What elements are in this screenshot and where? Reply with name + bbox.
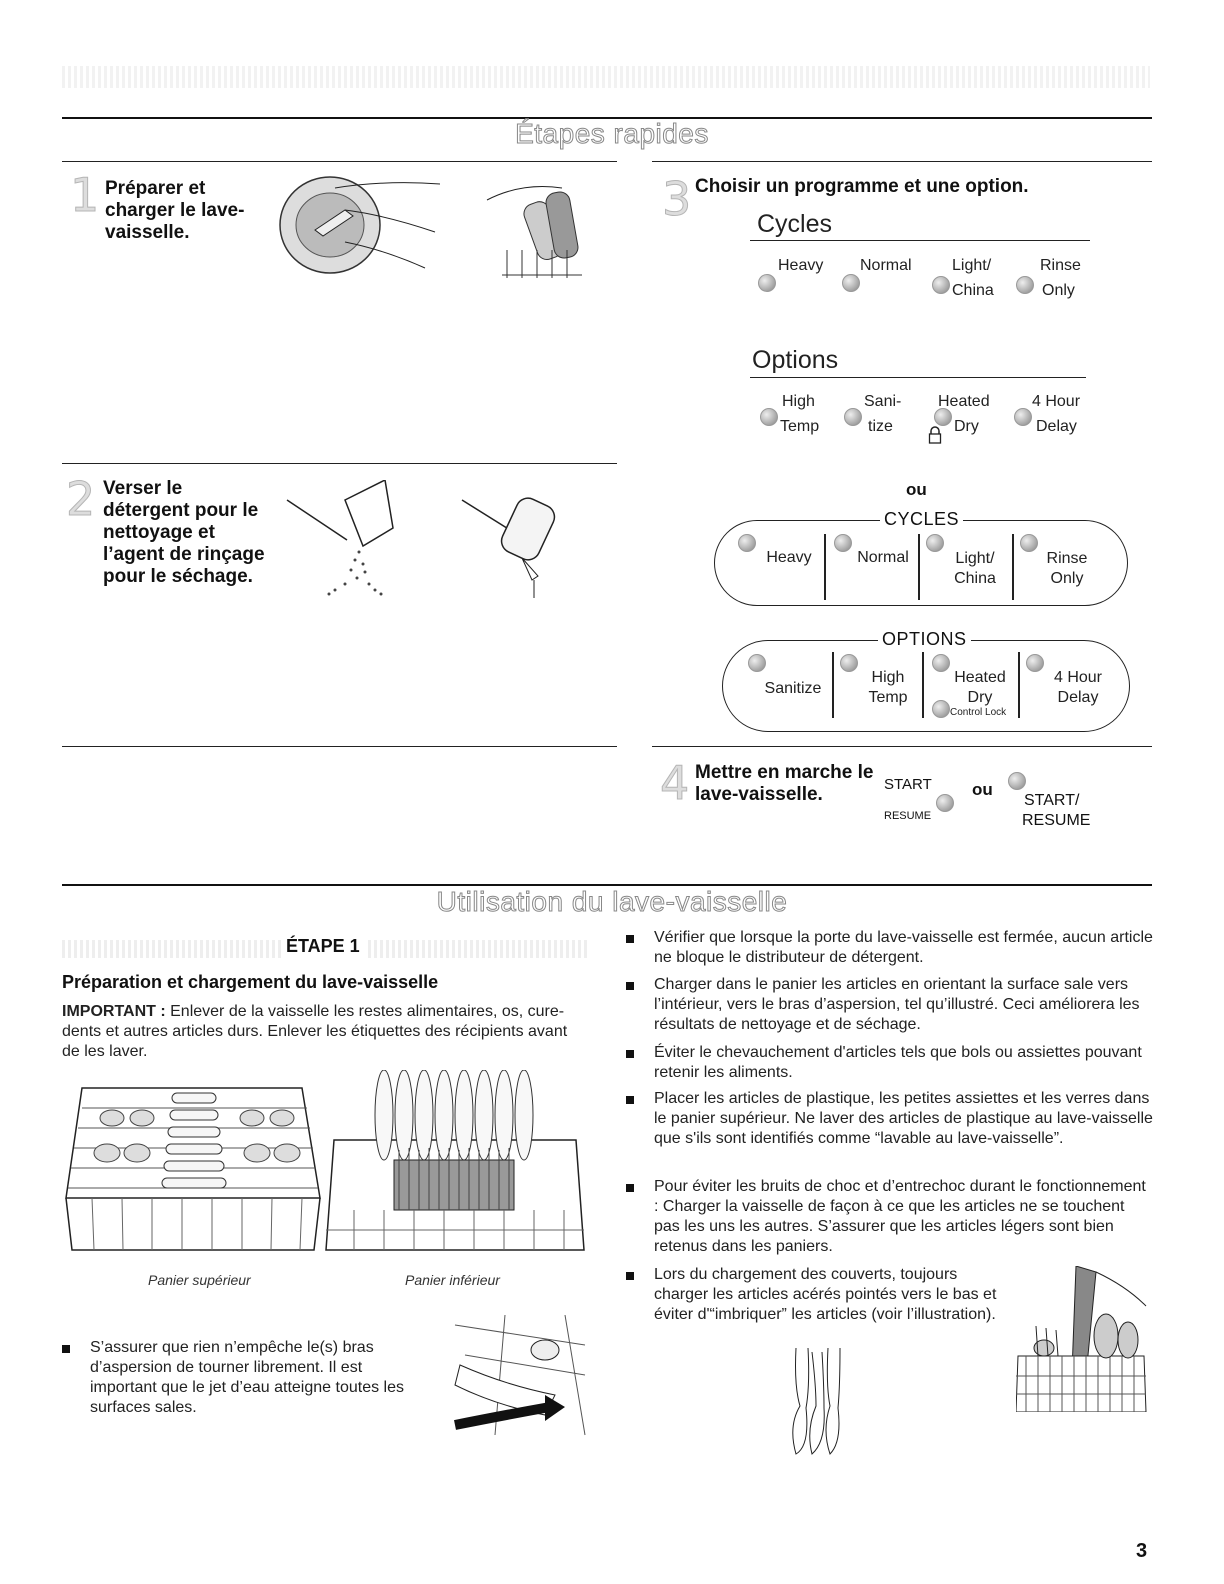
option-delay-label-2: Delay bbox=[1036, 418, 1077, 435]
left-bullet-text: S’assurer que rien n’empêche le(s) bras d’aspersion de tourner librement. Il est important que le jet d’eau atteigne toutes les surfaces sales. bbox=[90, 1339, 404, 1416]
option-sanitize-label-2: tize bbox=[868, 418, 893, 435]
panel-cycle-light-label-2: China bbox=[954, 570, 996, 587]
rinse-aid-pouring-illustration bbox=[460, 480, 560, 600]
step-2-rule bbox=[62, 463, 617, 464]
upper-rack-illustration bbox=[62, 1078, 324, 1254]
cycle-light-label-1: Light/ bbox=[952, 257, 992, 274]
step-4-number: 4 bbox=[660, 756, 690, 810]
panel-cycle-light-label-1: Light/ bbox=[955, 550, 995, 567]
step-3-number: 3 bbox=[662, 172, 692, 226]
right-bullet-marker-6 bbox=[626, 1272, 634, 1280]
step-4-rule bbox=[652, 746, 1152, 747]
step-1-number: 1 bbox=[70, 168, 100, 222]
section-subrule-left bbox=[62, 161, 617, 162]
dish-loading-illustration bbox=[482, 180, 592, 280]
important-label: IMPORTANT : bbox=[62, 1003, 166, 1020]
etape-band-left bbox=[62, 940, 282, 958]
panel-option-divider-1 bbox=[832, 652, 834, 718]
options-heading-rule bbox=[750, 377, 1086, 378]
cycle-light-label-2: China bbox=[952, 282, 994, 299]
section-subrule-right bbox=[652, 161, 1152, 162]
right-bullet-text-3: Éviter le chevauchement d'articles tels que bols ou assiettes pouvant retenir les aliments. bbox=[654, 1044, 1142, 1081]
or-label-1: ou bbox=[906, 480, 927, 499]
panel-option-delay-label-2: Delay bbox=[1057, 689, 1099, 706]
caption-upper-rack: Panier supérieur bbox=[148, 1272, 251, 1288]
plate-scraping-illustration bbox=[275, 170, 450, 280]
cycles-heading: Cycles bbox=[757, 210, 833, 238]
step-2-number: 2 bbox=[66, 472, 96, 526]
right-bullet-text-6: Lors du chargement des couverts, toujours charger les articles acérés pointés vers le bas et éviter d'“imbriquer” les articles (voir l’illustration). bbox=[654, 1266, 997, 1323]
spray-arm-illustration bbox=[445, 1315, 590, 1445]
start-resume-button-1[interactable] bbox=[936, 794, 954, 812]
page-number: 3 bbox=[1136, 1540, 1148, 1562]
section-title-quick-steps: Étapes rapides bbox=[515, 118, 709, 149]
right-bullet-text-5: Pour éviter les bruits de choc et d’entrechoc durant le fonctionnement : Charger la vaisselle de façon à ce que les articles ne se touchent pas les uns les autres. S’assurer que les articles légers sont bien retenus dans les paniers. bbox=[654, 1178, 1146, 1255]
cycle-rinse-label-2: Only bbox=[1042, 282, 1075, 299]
right-bullet-marker-3 bbox=[626, 1050, 634, 1058]
right-bullet-marker-5 bbox=[626, 1184, 634, 1192]
step-3-text: Choisir un programme et une option. bbox=[695, 176, 1029, 197]
cutlery-basket-illustration bbox=[1016, 1266, 1148, 1412]
detergent-pouring-illustration bbox=[285, 480, 400, 600]
cycle-light-china-button[interactable] bbox=[932, 276, 950, 294]
step-1-text: Préparer et charger le lave-vaisselle. bbox=[105, 178, 245, 243]
panel-option-high-temp-label-1: High bbox=[871, 669, 905, 686]
start-label-1: START bbox=[884, 776, 932, 793]
section-title-using-dishwasher: Utilisation du lave-vaisselle bbox=[436, 886, 788, 917]
step-2-text: Verser le détergent pour le nettoyage et l’agent de rinçage pour le séchage. bbox=[103, 478, 265, 587]
panel-option-heated-dry-label-2: Dry bbox=[967, 689, 993, 706]
right-bullet-text-2: Charger dans le panier les articles en orientant la surface sale vers l’intérieur, vers le bras d’aspersion, tel qu’illustré. Ceci améliorera les résultats de nettoyage et de séchage. bbox=[654, 976, 1140, 1033]
panel-cycle-heavy-button[interactable] bbox=[738, 534, 756, 552]
panel-option-heated-dry-label-1: Heated bbox=[954, 669, 1006, 686]
option-heated-dry-label-1: Heated bbox=[938, 393, 990, 410]
right-bullet-marker-1 bbox=[626, 935, 634, 943]
start-label-2: START/ bbox=[1024, 792, 1080, 809]
sub-heading: Préparation et chargement du lave-vaisselle bbox=[62, 972, 439, 992]
important-text: Enlever de la vaisselle les restes alimentaires, os, cure-dents et autres articles durs. Enlever les étiquettes des récipients avant de les laver. bbox=[62, 1003, 568, 1060]
cycles-heading-rule bbox=[750, 240, 1090, 241]
step-4-text: Mettre en marche le lave-vaisselle. bbox=[695, 762, 874, 805]
option-heated-dry-label-2: Dry bbox=[954, 418, 979, 435]
right-bullet-text-1: Vérifier que lorsque la porte du lave-vaisselle est fermée, aucun article ne bloque le distributeur de détergent. bbox=[654, 929, 1153, 966]
left-divider-rule bbox=[62, 746, 617, 747]
start-resume-button-2[interactable] bbox=[1008, 772, 1026, 790]
cycle-rinse-only-button[interactable] bbox=[1016, 276, 1034, 294]
nested-spoons-illustration bbox=[786, 1346, 846, 1458]
option-sanitize-label-1: Sani- bbox=[864, 393, 902, 410]
panel-cycle-divider-3 bbox=[1012, 534, 1014, 600]
or-label-2: ou bbox=[972, 780, 993, 799]
option-high-temp-label-2: Temp bbox=[780, 418, 820, 435]
options-heading: Options bbox=[752, 346, 839, 374]
option-sanitize-button[interactable] bbox=[844, 408, 862, 426]
cycle-rinse-label-1: Rinse bbox=[1040, 257, 1081, 274]
etape-band-right bbox=[368, 940, 588, 958]
option-4hour-delay-button[interactable] bbox=[1014, 408, 1032, 426]
cycles-panel-title: CYCLES bbox=[880, 509, 963, 530]
options-panel-title: OPTIONS bbox=[878, 629, 971, 650]
option-high-temp-label-1: High bbox=[782, 393, 815, 410]
panel-option-divider-2 bbox=[922, 652, 924, 718]
important-paragraph bbox=[62, 1002, 574, 1062]
right-bullet-text-4: Placer les articles de plastique, les petites assiettes et les verres dans le panier supérieur. Ne laver des articles de plastique au lave-vaisselle que s'ils sont identifiés comme “lavable au lave-vaisselle”. bbox=[654, 1090, 1153, 1147]
panel-cycle-heavy-label: Heavy bbox=[766, 549, 812, 566]
panel-cycle-normal-label: Normal bbox=[857, 549, 909, 566]
panel-option-divider-3 bbox=[1018, 652, 1020, 718]
header-band bbox=[62, 66, 1150, 88]
resume-label-1: RESUME bbox=[884, 810, 932, 822]
cycle-normal-label: Normal bbox=[860, 257, 912, 274]
cycle-normal-button[interactable] bbox=[842, 274, 860, 292]
option-high-temp-button[interactable] bbox=[760, 408, 778, 426]
lock-icon bbox=[928, 426, 942, 444]
cycle-heavy-label: Heavy bbox=[778, 257, 824, 274]
panel-cycle-divider-2 bbox=[918, 534, 920, 600]
panel-cycle-divider-1 bbox=[824, 534, 826, 600]
panel-option-sanitize-label: Sanitize bbox=[764, 680, 822, 697]
etape-label: ÉTAPE 1 bbox=[286, 936, 360, 956]
panel-option-sanitize-button[interactable] bbox=[748, 654, 766, 672]
resume-label-2: RESUME bbox=[1022, 812, 1091, 829]
control-lock-label: Control Lock bbox=[950, 707, 1007, 718]
option-delay-label-1: 4 Hour bbox=[1032, 393, 1081, 410]
panel-cycle-rinse-label-2: Only bbox=[1050, 570, 1084, 587]
right-bullet-marker-4 bbox=[626, 1096, 634, 1104]
right-bullet-marker-2 bbox=[626, 982, 634, 990]
lower-rack-illustration bbox=[324, 1070, 586, 1260]
panel-control-lock-button[interactable] bbox=[932, 700, 950, 718]
cycle-heavy-button[interactable] bbox=[758, 274, 776, 292]
caption-lower-rack: Panier inférieur bbox=[405, 1272, 500, 1288]
left-bullet-marker bbox=[62, 1345, 70, 1353]
panel-cycle-rinse-label-1: Rinse bbox=[1046, 550, 1088, 567]
panel-option-high-temp-label-2: Temp bbox=[868, 689, 908, 706]
panel-option-delay-label-1: 4 Hour bbox=[1053, 669, 1103, 686]
